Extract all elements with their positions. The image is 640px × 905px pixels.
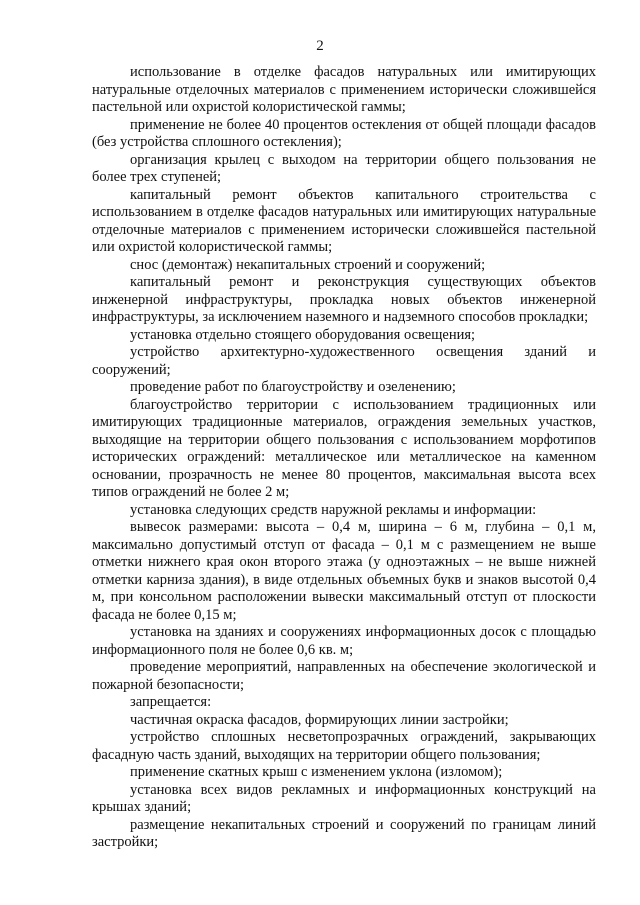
paragraph: проведение мероприятий, направленных на обеспечение экологической и пожарной безопасности; bbox=[92, 659, 596, 693]
paragraph: применение скатных крыш с изменением уклона (изломом); bbox=[130, 764, 503, 780]
paragraph: проведение работ по благоустройству и озеленению; bbox=[130, 379, 456, 395]
paragraph: использование в отделке фасадов натуральных или имитирующих натуральные отделочных материалов с применением исторически сложившейся пастельной или охристой колористической гаммы; bbox=[92, 64, 596, 115]
paragraph: запрещается: bbox=[130, 694, 212, 710]
paragraph: установка следующих средств наружной рекламы и информации: bbox=[130, 501, 537, 518]
paragraph: установка отдельно стоящего оборудования освещения; bbox=[130, 326, 476, 343]
paragraph: вывесок размерами: высота – 0,4 м, ширина – 6 м, глубина – 0,1 м, максимально допустимый отступ от фасада – 0,1 м с размещением не выше отметки нижнего края окон второго этажа (у одноэтажных – не выше нижней отметки карниза здания), в виде отдельных объемных букв и знаков высотой 0,4 м, при консольном расположении вывески максимальный отступ от плоскости фасада не более 0,15 м; bbox=[92, 519, 596, 623]
paragraph: снос (демонтаж) некапитальных строений и сооружений; bbox=[130, 256, 486, 273]
paragraph: устройство сплошных несветопрозрачных ограждений, закрывающих фасадную часть зданий, выходящих на территории общего пользования; bbox=[92, 729, 596, 763]
paragraph: установка всех видов рекламных и информационных конструкций на крышах зданий; bbox=[92, 781, 596, 815]
paragraph: капитальный ремонт объектов капитального строительства с использованием в отделке фасадов натуральных или имитирующих натуральные отделочные материалов с применением исторически сложившейся пастельной или охристой колористической гаммы; bbox=[92, 186, 596, 255]
paragraph: устройство архитектурно-художественного освещения зданий и сооружений; bbox=[92, 344, 596, 378]
paragraph: благоустройство территории с использованием традиционных или имитирующих традиционные материалов, ограждения земельных участков, выходящие на территории общего пользования с использованием морфотипов исторических ограждений: металлическое или металлическое на каменном основании, прозрачность не менее 80 процентов, максимальная высота всех типов ограждений не более 2 м; bbox=[92, 396, 596, 500]
paragraph: применение не более 40 процентов остекления от общей площади фасадов (без устройства сплошного остекления); bbox=[92, 116, 596, 150]
page-number: 2 bbox=[316, 38, 324, 54]
document-body bbox=[92, 64, 596, 852]
paragraph: организация крылец с выходом на территории общего пользования не более трех ступеней; bbox=[92, 151, 596, 185]
paragraph: частичная окраска фасадов, формирующих линии застройки; bbox=[130, 711, 509, 728]
paragraph: установка на зданиях и сооружениях информационных досок с площадью информационного поля не более 0,6 кв. м; bbox=[92, 624, 596, 658]
paragraph: капитальный ремонт и реконструкция существующих объектов инженерной инфраструктуры, прокладка новых объектов инженерной инфраструктуры, за исключением наземного и надземного способов прокладки; bbox=[92, 274, 596, 325]
paragraph: размещение некапитальных строений и сооружений по границам линий застройки; bbox=[92, 816, 596, 850]
